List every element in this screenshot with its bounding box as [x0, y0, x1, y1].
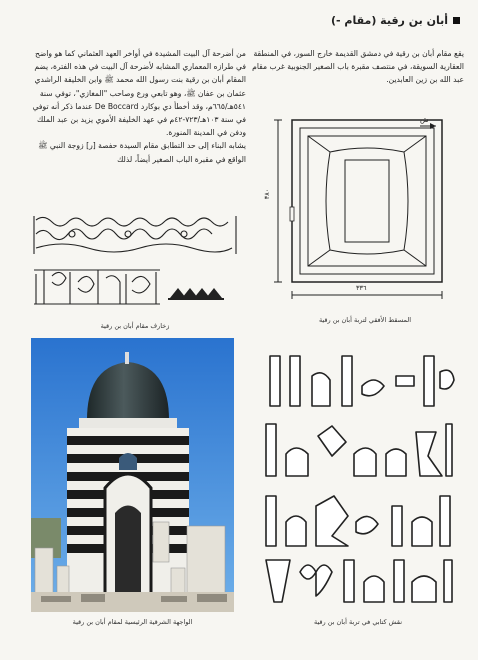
right-text-column [250, 47, 464, 87]
shrine-photo-drawing [31, 338, 234, 612]
title-square-icon [453, 17, 460, 24]
plan-dim-horizontal: ٣٣٦ [356, 284, 367, 292]
right-paragraph: يقع مقام أبان بن رقية في دمشق القديمة خارج السور، في المنطقة العقارية السويقة، في منتصف مقبرة باب الصغير الجنوبية غرب مقام عبد الله بن زين العابدين. [252, 49, 464, 85]
inscription-figure [256, 346, 460, 608]
shrine-photo [31, 338, 234, 612]
inscription-drawing [256, 346, 460, 608]
north-label: ش [420, 116, 429, 124]
plan-dim-vertical: ٣٨٠ [263, 188, 272, 200]
ornament-drawing [32, 212, 238, 312]
floor-plan-figure [263, 112, 460, 312]
section-title [331, 14, 460, 27]
ornament-figure [32, 212, 238, 312]
photo-caption: الواجهة الشرقية الرئيسية لمقام أبان بن رقية [72, 618, 193, 626]
left-text-column [30, 47, 246, 166]
left-paragraph-2: يشابه البناء إلى حد التطابق مقام السيدة حفصة [ر] زوجة النبي ﷺ الواقع في مقبرة الباب الصغير أيضاً، لذلك [38, 141, 246, 164]
plan-caption: المسقط الأفقي لتربة أبان بن رقية [318, 316, 412, 324]
inscription-caption: نقش كتابي في تربة أبان بن رقية [313, 618, 403, 626]
left-paragraph: من أضرحة آل البيت المشيدة في أواخر العهد العثماني كما هو واضح في طرازه المعماري المشابه لأضرحة آل البيت في هذه الفترة، يضم المقام أبان بن رقية بنت رسول الله محمد ﷺ وابن الخليفة الراشدي عثمان بن عفان ﷺ، وهو تابعي ورع وصاحب "المغازي"، توفي سنة ٥٤١هـ/٦٦٥م، وقد أخطأ دي بوكارد De Boccard عندما ذكر أنه توفي في سنة ١٠٣هـ/٧٢٣-٤٢م في عهد الخليفة الأموي يزيد بن عبد الملك ودفن في المدينة المنورة. [32, 49, 246, 138]
floor-plan-drawing [270, 112, 460, 312]
page-title: أبان بن رقية (مقام -) [330, 14, 448, 27]
ornament-caption: زخارف مقام أبان بن رقية [100, 322, 170, 330]
